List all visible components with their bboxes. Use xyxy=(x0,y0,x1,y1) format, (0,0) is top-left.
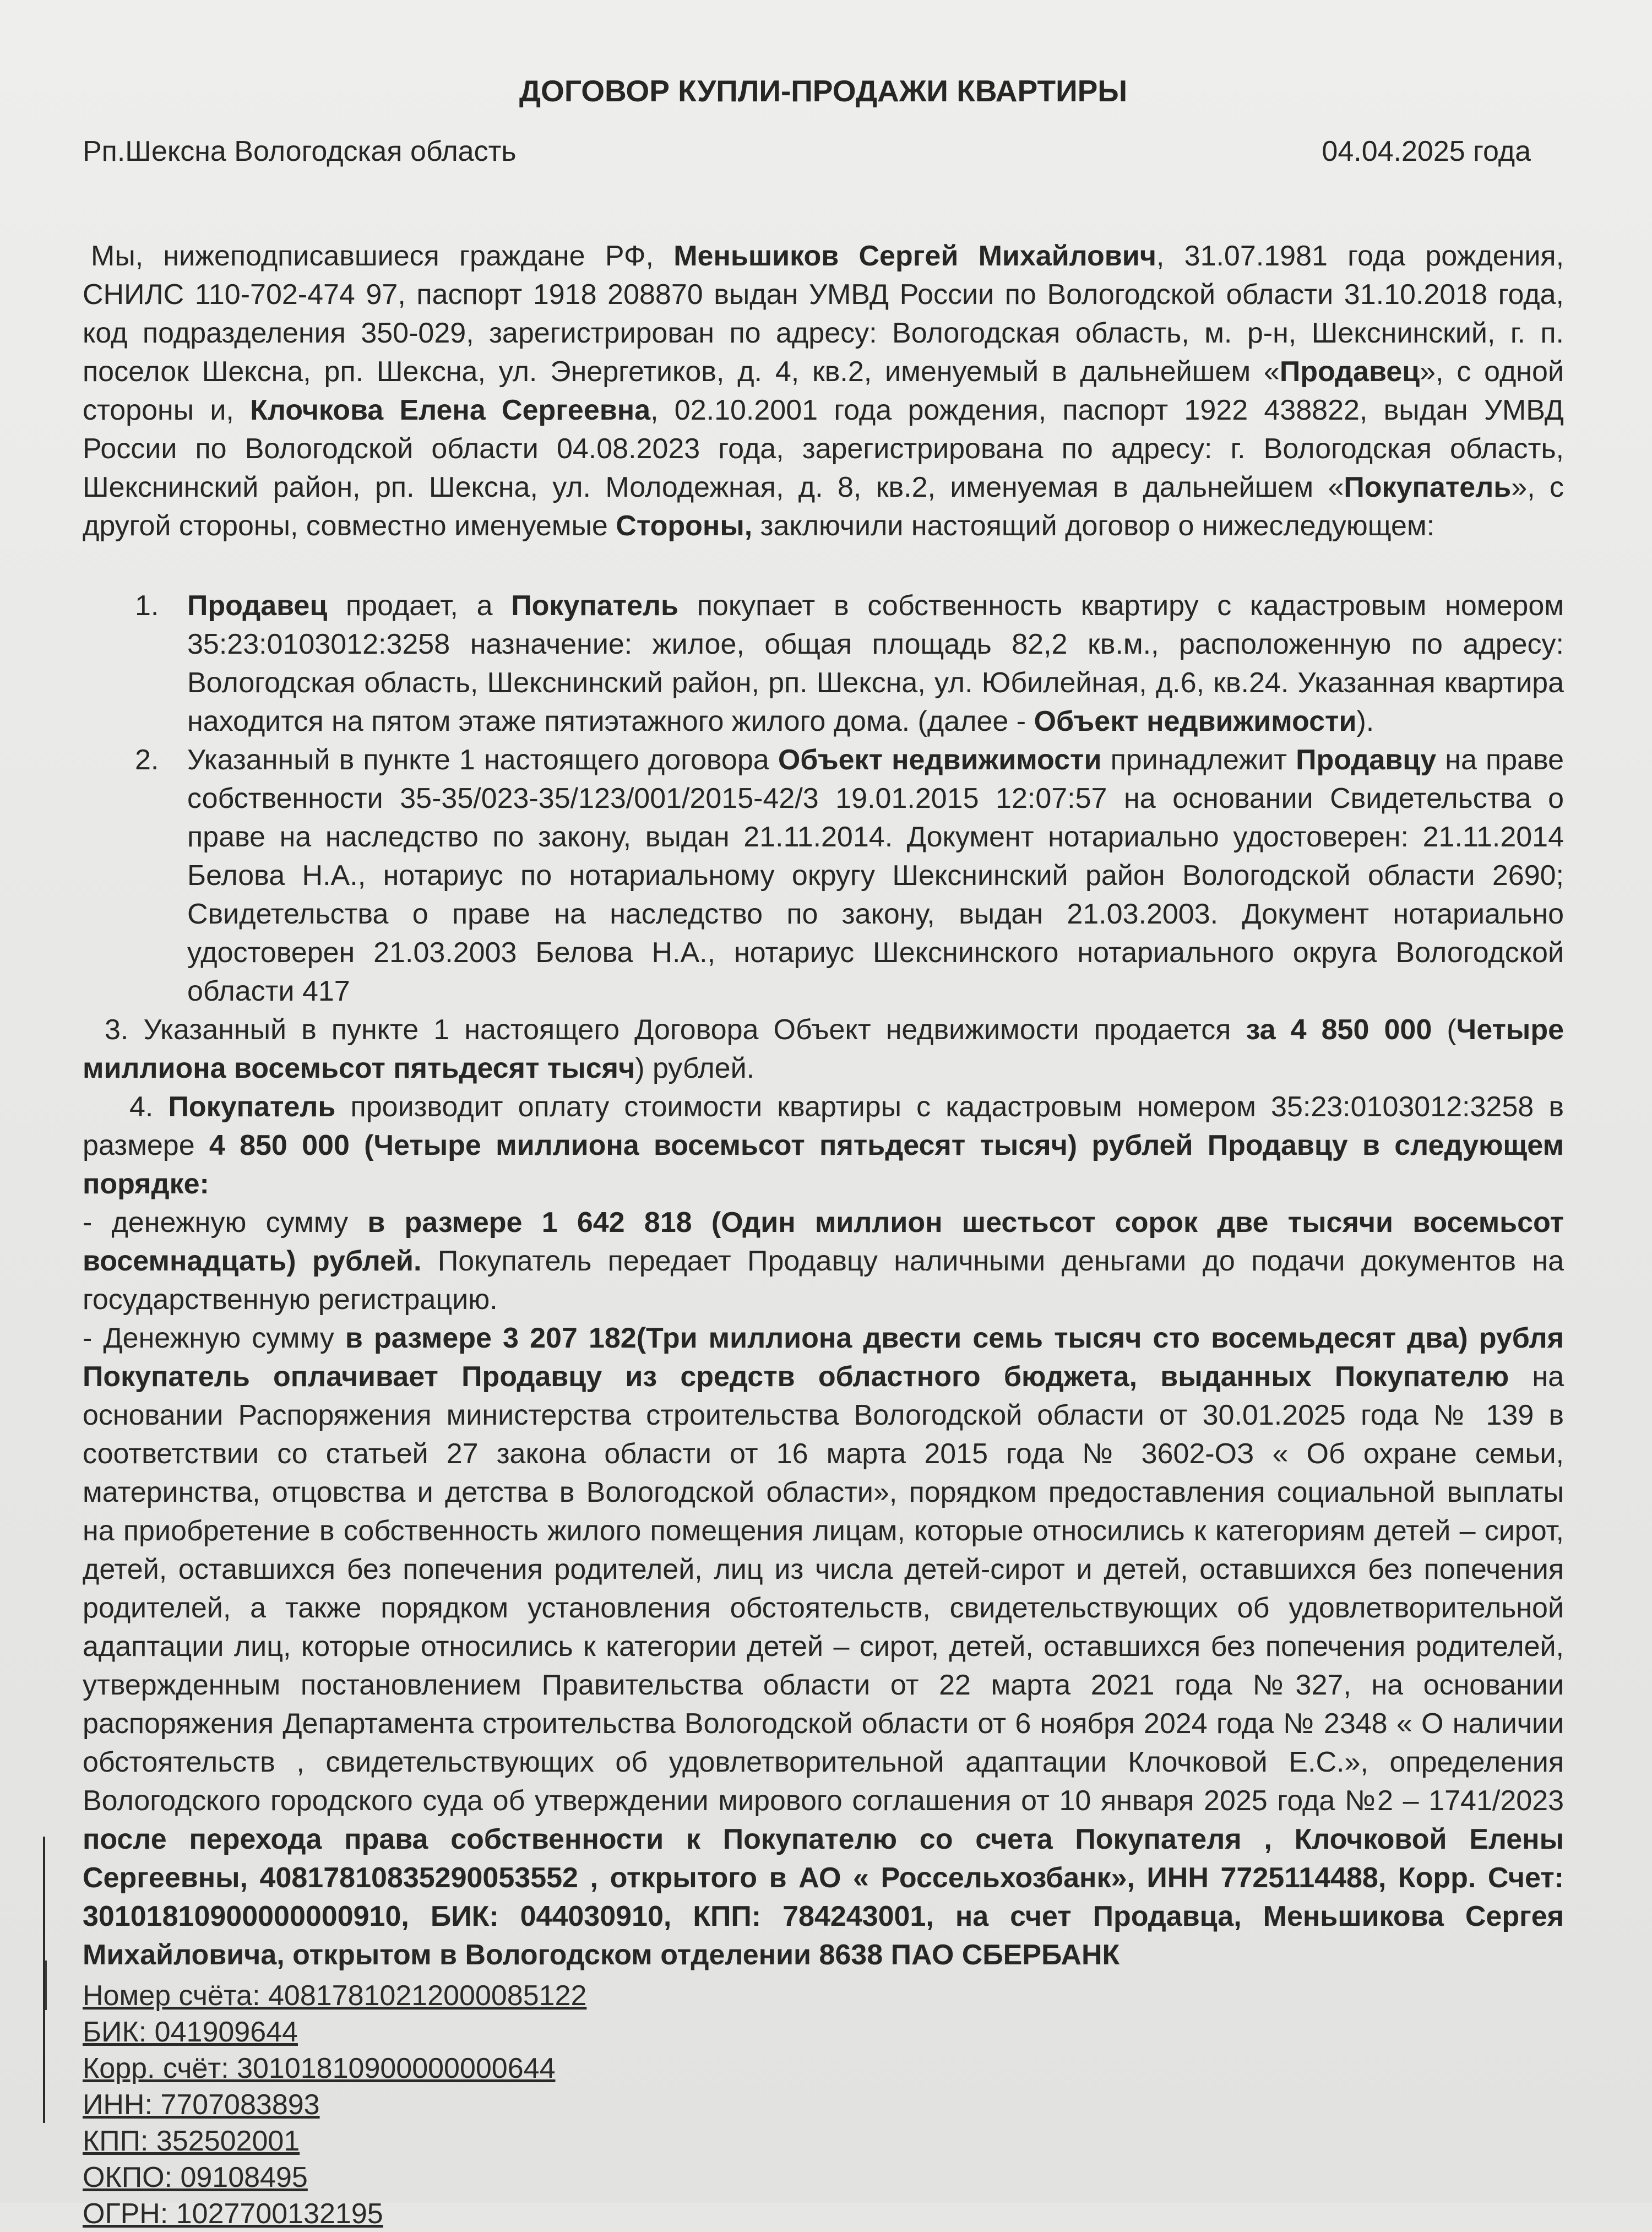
intro-paragraph xyxy=(83,237,1564,545)
text-run: ( xyxy=(1432,1014,1457,1046)
bank-ogrn: ОГРН: 1027700132195 xyxy=(83,2198,383,2230)
text-run: - денежную сумму xyxy=(83,1207,368,1239)
clause-1 xyxy=(135,586,1564,741)
seller-bank-details xyxy=(83,1978,1564,2232)
bold-text-run: Клочкова Елена Сергеевна xyxy=(250,394,651,426)
bold-text-run: 4 850 000 (Четыре миллиона восемьсот пятьдесят тысяч) рублей Продавцу в следующем порядке: xyxy=(83,1129,1564,1200)
bold-text-run: Продавец xyxy=(1279,356,1420,388)
bold-text-run: Продавцу xyxy=(1296,744,1437,776)
bold-text-run: Покупатель xyxy=(511,590,679,622)
bold-text-run: Покупатель xyxy=(168,1091,336,1123)
clause-4-payment xyxy=(83,1088,1564,1203)
document-header xyxy=(83,132,1564,171)
text-run: заключили настоящий договор о нижеследующем: xyxy=(752,510,1435,542)
text-run: продает, а xyxy=(327,590,512,622)
bold-text-run: Объект недвижимости xyxy=(1034,705,1357,737)
numbered-clauses xyxy=(83,586,1564,1011)
document-title: ДОГОВОР КУПЛИ-ПРОДАЖИ КВАРТИРЫ xyxy=(519,74,1128,108)
document-body xyxy=(83,72,1564,2232)
clause-text xyxy=(187,741,1564,1011)
text-run: , 02.10.2001 года рождения, паспорт 1922 438822, выдан УМВД России по Вологодской области 04.08.2023 года, зарегистрирована по адресу: г. Вологодская область, Шекснинский район, рп. Шексна, ул. Молодежная, д. 8, кв.2, именуемая в дальнейшем « xyxy=(83,394,1564,503)
text-run: покупает в собственность квартиру с кадастровым номером 35:23:0103012:3258 назначение: жилое, общая площадь 82,2 кв.м., расположенную по адресу: Вологодская область, Шекснинский район, рп. Шексна, ул. Юбилейная, д.6, кв.24. Указанная квартира находится на пятом этаже пятиэтажного жилого дома. (далее - xyxy=(187,590,1564,737)
clause-number: 1. xyxy=(135,590,159,622)
bank-corr-account: Корр. счёт: 30101810900000000644 xyxy=(83,2052,556,2084)
text-run: », с другой стороны, совместно именуемые xyxy=(83,471,1564,542)
bold-text-run: Стороны, xyxy=(616,510,753,542)
bold-text-run: после перехода права собственности к Покупателю со счета Покупателя , Клочковой Елены Сергеевны, 40817810835290053552 , открытого в АО « Россельхозбанк», ИНН 7725114488, Корр. Счет: 30101810900000000910, БИК: 044030910, КПП: 784243001, на счет Продавца, Меньшикова Сергея Михайловича, открытом в Вологодском отделении 8638 ПАО СБЕРБАНК xyxy=(83,1823,1564,1971)
bold-text-run: за 4 850 000 xyxy=(1246,1014,1432,1046)
text-run: », с одной стороны и, xyxy=(83,356,1564,426)
text-run: 4. xyxy=(129,1091,169,1123)
bold-text-run: Продавец xyxy=(187,590,328,622)
text-run: на основании Распоряжения министерства строительства Вологодской области от 30.01.2025 года № 139 в соответствии со статьей 27 закона области от 16 марта 2015 года № 3602-ОЗ « Об охране семьи, материнства, отцовства и детства в Вологодской области», порядком предоставления социальной выплаты на приобретение в собственность жилого помещения лицам, которые относились к категориям детей – сирот, детей, оставшихся без попечения родителей, лиц из числа детей-сирот и детей, оставшихся без попечения родителей, а также порядком установления обстоятельств, свидетельствующих об удовлетворительной адаптации лиц, которые относились к категории детей – сирот, детей, оставшихся без попечения родителей, утвержденным постановлением Правительства области от 22 марта 2021 года №327, на основании распоряжения Департамента строительства Вологодской области от 6 ноября 2024 года № 2348 « О наличии обстоятельств , свидетельствующих об удовлетворительной адаптации Клочковой Е.С.», определения Вологодского городского суда об утверждении мирового соглашения от 10 января 2025 года №2 – 1741/2023 xyxy=(83,1361,1564,1817)
payment-cash-part xyxy=(83,1203,1564,1319)
margin-pen-mark-secondary xyxy=(45,1961,47,2010)
bold-text-run: Покупатель xyxy=(1344,471,1512,503)
clause-text xyxy=(187,586,1564,741)
clause-3-price xyxy=(83,1011,1564,1088)
clause-number: 2. xyxy=(135,744,159,776)
text-run: ). xyxy=(1356,705,1374,737)
text-run: на праве собственности 35-35/023-35/123/001/2015-42/3 19.01.2015 12:07:57 на основании Свидетельства о праве на наследство по закону, выдан 21.11.2014. Документ нотариально удостоверен: 21.11.2014 Белова Н.А., нотариус по нотариальному округу Шекснинский район Вологодской области 2690; Свидетельства о праве на наследство по закону, выдан 21.03.2003. Документ нотариально удостоверен 21.03.2003 Белова Н.А., нотариус Шекснинского нотариального округа Вологодской области 417 xyxy=(187,744,1564,1007)
bold-text-run: в размере 3 207 182(Три миллиона двести семь тысяч сто восемьдесят два) рубля Покупатель оплачивает Продавцу из средств областного бюджета, выданных Покупателю xyxy=(83,1322,1564,1393)
bold-text-run: Меньшиков Сергей Михайлович xyxy=(673,240,1156,272)
bank-inn: ИНН: 7707083893 xyxy=(83,2089,320,2121)
text-run: - Денежную сумму xyxy=(83,1322,345,1354)
text-run: Покупатель передает Продавцу наличными деньгами до подачи документов на государственную регистрацию. xyxy=(83,1245,1564,1316)
text-run: Мы, нижеподписавшиеся граждане РФ, xyxy=(91,240,674,272)
bold-text-run: Объект недвижимости xyxy=(778,744,1102,776)
bank-okpo: ОКПО: 09108495 xyxy=(83,2162,308,2193)
bank-account-number: Номер счёта: 40817810212000085122 xyxy=(83,1980,587,2012)
bank-kpp: КПП: 352502001 xyxy=(83,2125,300,2157)
document-place: Рп.Шексна Вологодская область xyxy=(83,135,517,167)
bank-bik: БИК: 041909644 xyxy=(83,2016,298,2048)
text-run: Указанный в пункте 1 настоящего договора xyxy=(187,744,778,776)
clause-2 xyxy=(135,741,1564,1011)
document-date: 04.04.2025 года xyxy=(1322,135,1531,167)
text-run: , 31.07.1981 года рождения, СНИЛС 110-702-474 97, паспорт 1918 208870 выдан УМВД России по Вологодской области 31.10.2018 года, код подразделения 350-029, зарегистрирован по адресу: Вологодская область, м. р-н, Шекснинский, г. п. поселок Шексна, рп. Шексна, ул. Энергетиков, д. 4, кв.2, именуемый в дальнейшем « xyxy=(83,240,1564,388)
bold-text-run: Четыре миллиона восемьсот пятьдесят тысяч xyxy=(83,1014,1564,1084)
text-run: ) рублей. xyxy=(635,1052,755,1084)
bold-text-run: в размере 1 642 818 (Один миллион шестьсот сорок две тысячи восемьсот восемнадцать) рублей. xyxy=(83,1207,1564,1277)
text-run: 3. Указанный в пункте 1 настоящего Договора Объект недвижимости продается xyxy=(105,1014,1246,1046)
text-run: принадлежит xyxy=(1101,744,1296,776)
text-run: производит оплату стоимости квартиры с кадастровым номером 35:23:0103012:3258 в размере xyxy=(83,1091,1564,1161)
payment-budget-part xyxy=(83,1319,1564,1974)
